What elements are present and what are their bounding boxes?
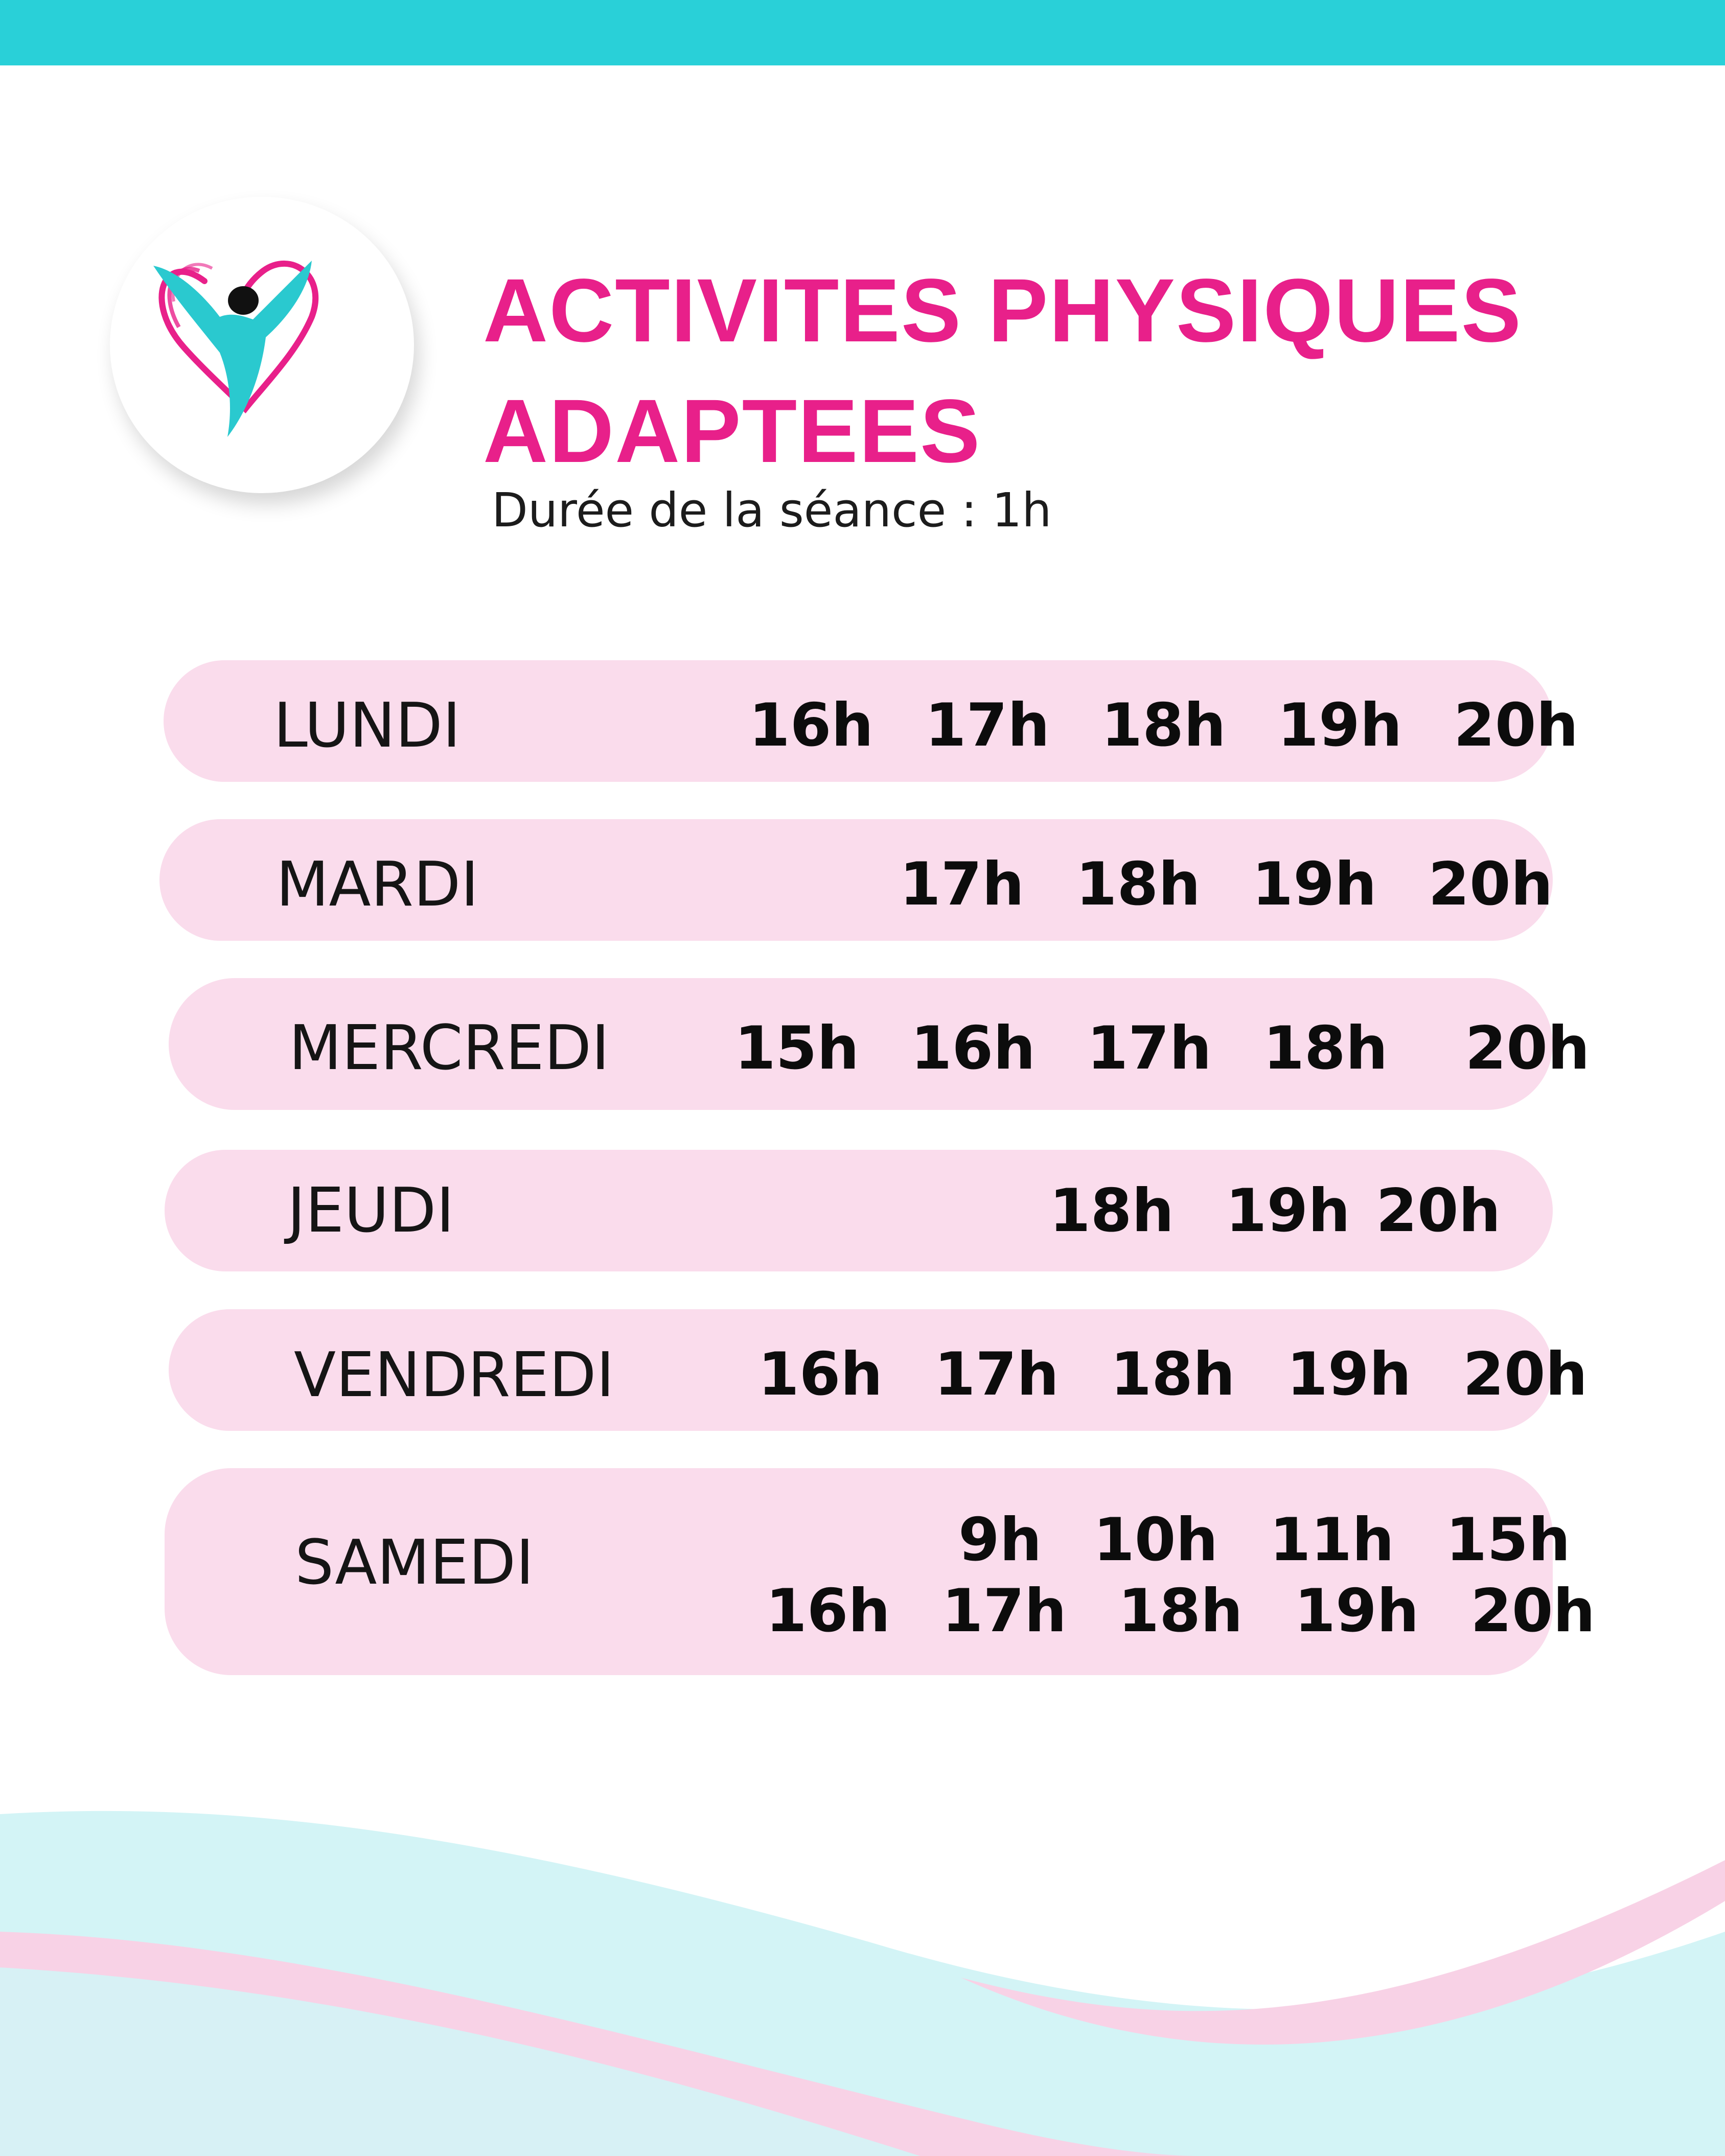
time-slots: 16h 17h 18h 19h 20h bbox=[749, 691, 1579, 760]
decorative-waves bbox=[0, 1748, 1725, 2156]
person-heart-logo-icon bbox=[143, 240, 348, 455]
schedule-row-samedi bbox=[165, 1468, 1596, 1675]
time-slots: 16h 17h 18h 19h 20h bbox=[758, 1340, 1588, 1409]
schedule-row-mardi bbox=[159, 819, 1553, 941]
schedule-row-jeudi bbox=[165, 1150, 1553, 1271]
schedule-row-lundi bbox=[164, 660, 1579, 782]
title-line-1: ACTIVITES PHYSIQUES bbox=[483, 261, 1523, 361]
time-slots: 18h 19h 20h bbox=[1049, 1176, 1501, 1245]
title-line-2: ADAPTEES bbox=[483, 381, 981, 481]
day-label: LUNDI bbox=[273, 690, 461, 761]
schedule-row-vendredi bbox=[169, 1309, 1588, 1431]
day-label: VENDREDI bbox=[294, 1340, 615, 1411]
day-label: JEUDI bbox=[287, 1175, 454, 1246]
day-label: SAMEDI bbox=[295, 1527, 534, 1598]
page-title bbox=[483, 250, 1522, 492]
top-accent-bar bbox=[0, 0, 1725, 65]
day-label: MERCREDI bbox=[289, 1013, 610, 1084]
time-slots: 15h 16h 17h 18h 20h bbox=[734, 1014, 1590, 1083]
day-label: MARDI bbox=[276, 849, 479, 920]
schedule-row-mercredi bbox=[169, 978, 1590, 1110]
session-duration: Durée de la séance : 1h bbox=[492, 483, 1052, 538]
time-slots-line-1: 9h 10h 11h 15h bbox=[958, 1505, 1571, 1574]
time-slots-line-2: 16h 17h 18h 19h 20h bbox=[766, 1577, 1596, 1645]
time-slots: 17h 18h 19h 20h bbox=[900, 850, 1553, 919]
